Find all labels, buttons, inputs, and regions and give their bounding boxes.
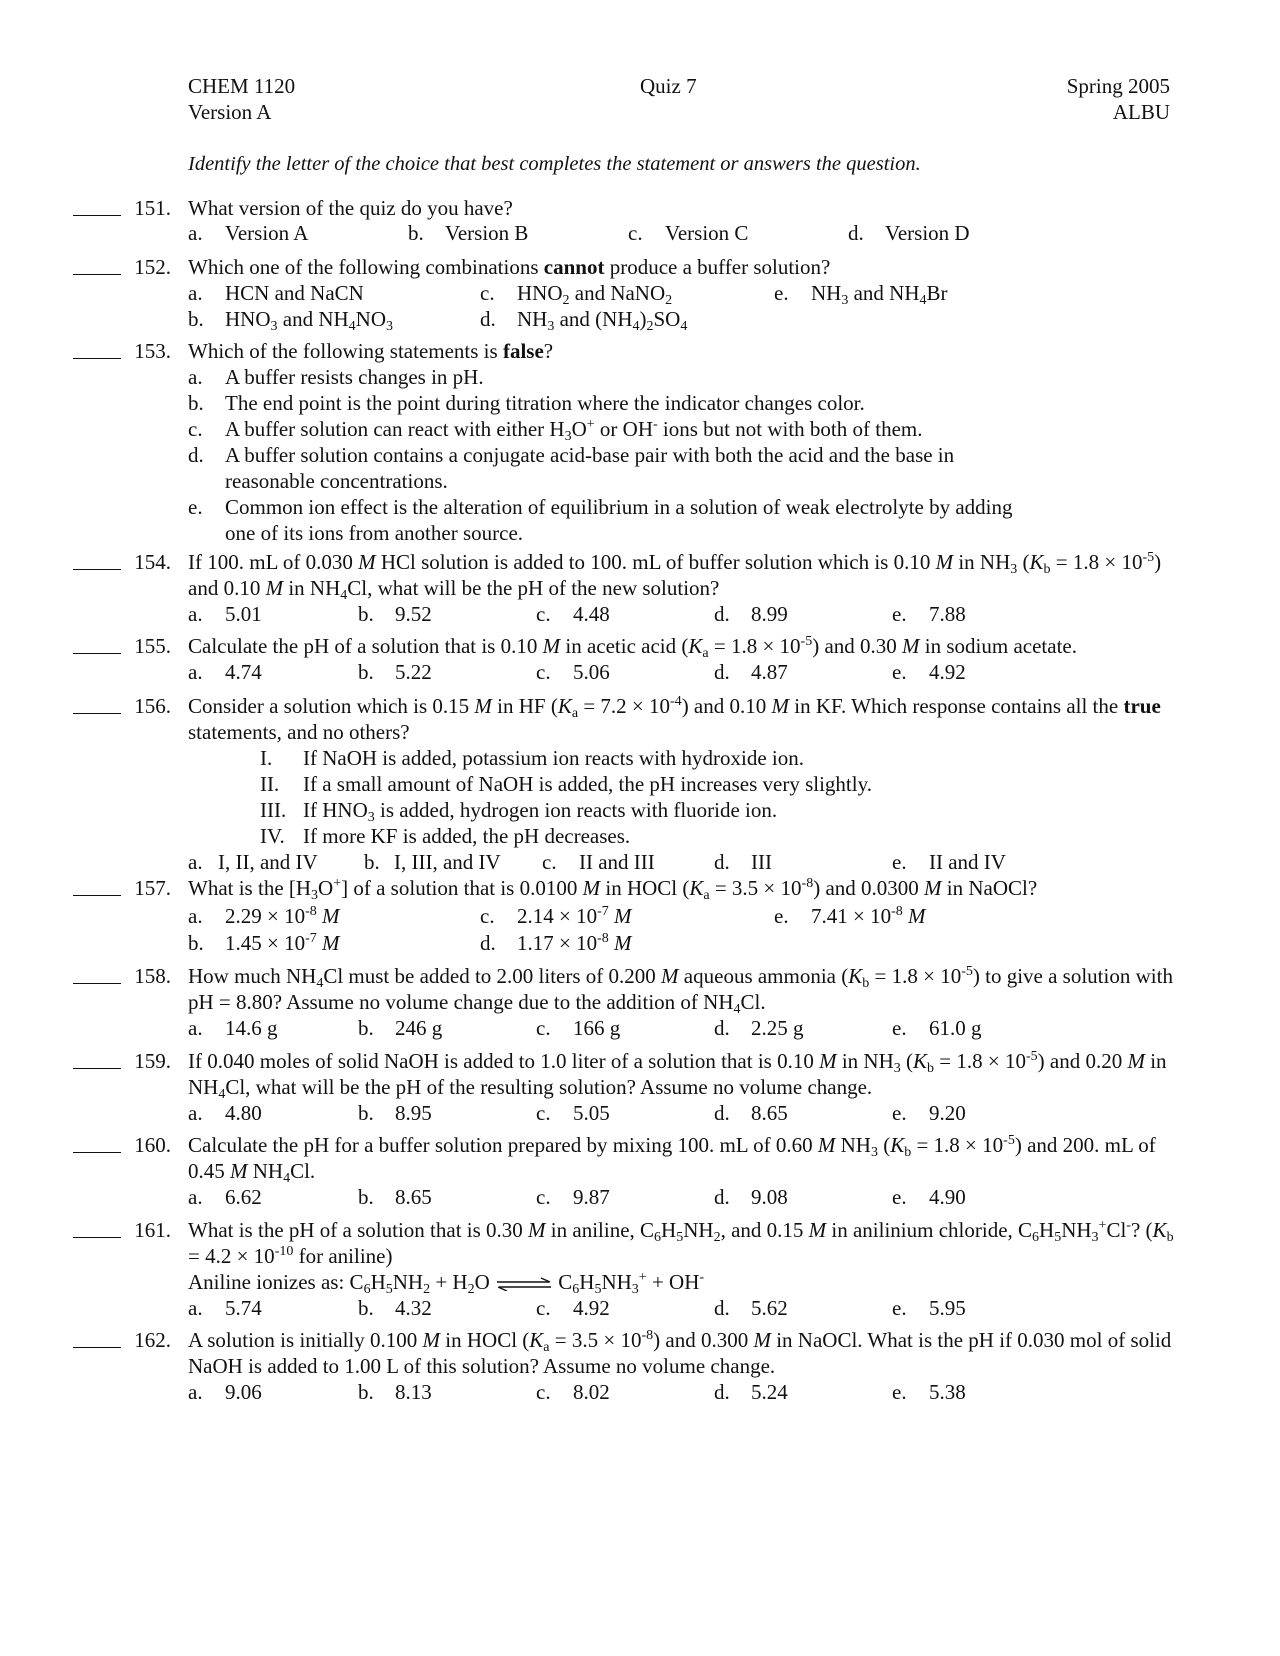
option-d: d. $1.17 \times 10^{-8}$ M xyxy=(480,931,632,955)
option-b: b. The end point is the point during titration where the indicator changes color. xyxy=(188,391,865,415)
question-number: 160. xyxy=(134,1133,171,1157)
option-d: d. 8.65 xyxy=(714,1101,788,1125)
question-number: 156. xyxy=(134,694,171,718)
question-stem: Calculate the pH of a solution that is 0.10 M in acetic acid $(K_a = 1.8 \times 10^{-5})$ and 0.30 M in sodium acetate. xyxy=(188,634,1077,661)
option-a: a. A buffer resists changes in pH. xyxy=(188,365,484,389)
option-b: b. 8.95 xyxy=(358,1101,432,1125)
option-a: a. 6.62 xyxy=(188,1185,262,1209)
option-e: e. 4.90 xyxy=(892,1185,966,1209)
option-c: c. 5.05 xyxy=(536,1101,610,1125)
option-e: e. 61.0 g xyxy=(892,1016,982,1040)
option-d: d. 5.62 xyxy=(714,1296,788,1320)
answer-blank[interactable] xyxy=(73,1327,121,1348)
question-stem: What version of the quiz do you have? xyxy=(188,196,513,220)
option-b: b. 246 g xyxy=(358,1016,443,1040)
option-c: c. 4.92 xyxy=(536,1296,610,1320)
instructions: Identify the letter of the choice that best completes the statement or answers the question. xyxy=(188,153,921,175)
option-e: e. 7.88 xyxy=(892,602,966,626)
question-stem: A solution is initially 0.100 M in HOCl $(K_a = 3.5 \times 10^{-8})$ and 0.300 M in NaOCl. What is the pH if 0.030 mol of solid NaOH is added to 1.00 L of this solution? Assume no volume change. xyxy=(188,1328,1172,1378)
statement-4: IV. If more KF is added, the pH decreases. xyxy=(260,824,631,848)
question-number: 162. xyxy=(134,1328,171,1352)
option-b: b. 8.13 xyxy=(358,1380,432,1404)
equilibrium-arrow-icon xyxy=(495,1277,553,1291)
question-number: 161. xyxy=(134,1218,171,1242)
option-a: a. 14.6 g xyxy=(188,1016,278,1040)
option-e: e. II and IV xyxy=(892,850,1006,874)
answer-blank[interactable] xyxy=(73,338,121,359)
question-number: 153. xyxy=(134,339,171,363)
option-d: d. III xyxy=(714,850,772,874)
question-number: 157. xyxy=(134,876,171,900)
option-e: e. 4.92 xyxy=(892,660,966,684)
option-e: e. $NH_3$ and $NH_4Br$ xyxy=(774,281,948,308)
option-a: a. $2.29 \times 10^{-8}$ M xyxy=(188,904,340,928)
answer-blank[interactable] xyxy=(73,633,121,654)
option-d: d. Version D xyxy=(848,221,970,245)
statement-3: III. If $HNO_3$ is added, hydrogen ion reacts with fluoride ion. xyxy=(260,798,778,825)
option-d: d. A buffer solution contains a conjugate acid-base pair with both the acid and the base in reasonable concentrations. xyxy=(188,443,955,493)
page-header xyxy=(188,73,1170,133)
option-b: b. $1.45 \times 10^{-7}$ M xyxy=(188,931,340,955)
question-stem: What is the pH of a solution that is 0.30 M in aniline, $C_6H_5NH_2$, and 0.15 M in anilinium chloride, $C_6H_5NH_3^+Cl^-$? ($K_b = 4.2 \times 10^{-10}$ for aniline) Aniline ionizes as: $C_6H_5NH_2 + H_2O$ $C_6H_5NH_3^+ + OH^-$ xyxy=(188,1218,1174,1297)
term: Spring 2005 xyxy=(1066,74,1170,98)
question-number: 154. xyxy=(134,550,171,574)
option-a: a. 9.06 xyxy=(188,1380,262,1404)
option-a: a. HCN and NaCN xyxy=(188,281,364,305)
option-a: a. 4.74 xyxy=(188,660,262,684)
option-b: b. 5.22 xyxy=(358,660,432,684)
option-d: d. 4.87 xyxy=(714,660,788,684)
answer-blank[interactable] xyxy=(73,1217,121,1238)
option-e: e. 5.95 xyxy=(892,1296,966,1320)
option-b: b. 4.32 xyxy=(358,1296,432,1320)
option-d: d. 9.08 xyxy=(714,1185,788,1209)
answer-blank[interactable] xyxy=(73,1132,121,1153)
question-stem: Which one of the following combinations cannot produce a buffer solution? xyxy=(188,255,831,279)
option-c: c. II and III xyxy=(542,850,655,874)
option-d: d. 5.24 xyxy=(714,1380,788,1404)
option-a: a. I, II, and IV xyxy=(188,850,318,874)
statement-2: II. If a small amount of NaOH is added, the pH increases very slightly. xyxy=(260,772,872,796)
answer-blank[interactable] xyxy=(73,875,121,896)
option-c: c. Version C xyxy=(628,221,749,245)
option-c: c. 8.02 xyxy=(536,1380,610,1404)
question-number: 155. xyxy=(134,634,171,658)
option-e: e. Common ion effect is the alteration of equilibrium in a solution of weak electrolyte by adding one of its ions from another source. xyxy=(188,495,1013,545)
option-d: d. 8.99 xyxy=(714,602,788,626)
option-a: a. Version A xyxy=(188,221,309,245)
option-d: d. 2.25 g xyxy=(714,1016,804,1040)
quiz-title: Quiz 7 xyxy=(640,74,697,98)
answer-blank[interactable] xyxy=(73,549,121,570)
option-e: e. 9.20 xyxy=(892,1101,966,1125)
answer-blank[interactable] xyxy=(73,195,121,216)
question-stem: Calculate the pH for a buffer solution prepared by mixing 100. mL of 0.60 M $NH_3$ $(K_b = 1.8 \times 10^{-5})$ and 200. mL of 0.45 M $NH_4Cl$. xyxy=(188,1133,1156,1186)
options-list xyxy=(188,364,1188,546)
option-c: c. 9.87 xyxy=(536,1185,610,1209)
option-a: a. 5.01 xyxy=(188,602,262,626)
option-b: b. I, III, and IV xyxy=(364,850,501,874)
option-c: c. 5.06 xyxy=(536,660,610,684)
option-e: e. $7.41 \times 10^{-8}$ M xyxy=(774,904,926,928)
statements-list xyxy=(260,745,1060,849)
option-c: c. $HNO_2$ and NaNO$_2$ xyxy=(480,281,673,308)
option-c: c. 166 g xyxy=(536,1016,621,1040)
answer-blank[interactable] xyxy=(73,254,121,275)
question-stem: What is the $[H_3O^+]$ of a solution that is 0.0100 M in HOCl $(K_a = 3.5 \times 10^{-8})$ and 0.0300 M in NaOCl? xyxy=(188,876,1038,903)
option-a: a. 5.74 xyxy=(188,1296,262,1320)
question-stem: Consider a solution which is 0.15 M in HF $(K_a = 7.2 \times 10^{-4})$ and 0.10 M in KF. Which response contains all the true statements, and no others? xyxy=(188,694,1161,744)
question-number: 159. xyxy=(134,1049,171,1073)
option-c: c. 4.48 xyxy=(536,602,610,626)
option-c: c. A buffer solution can react with either $H_3O^+$ or OH- ions but not with both of them. xyxy=(188,417,923,444)
question-stem: Which of the following statements is false? xyxy=(188,339,554,363)
option-a: a. 4.80 xyxy=(188,1101,262,1125)
option-c: c. $2.14 \times 10^{-7}$ M xyxy=(480,904,632,928)
option-d: d. $NH_3$ and $(NH_4)_2SO_4$ xyxy=(480,307,688,334)
answer-blank[interactable] xyxy=(73,693,121,714)
option-b: b. 8.65 xyxy=(358,1185,432,1209)
question-number: 152. xyxy=(134,255,171,279)
instructor: ALBU xyxy=(1112,100,1170,124)
course-code: CHEM 1120 xyxy=(188,74,296,98)
question-number: 158. xyxy=(134,964,171,988)
option-b: b. Version B xyxy=(408,221,529,245)
header-right xyxy=(1067,73,1170,125)
question-stem: If 0.040 moles of solid NaOH is added to 1.0 liter of a solution that is 0.10 M in $NH_3$ $(K_b = 1.8 \times 10^{-5})$ and 0.20 M in $NH_4Cl$, what will be the pH of the resulting solution? Assume no volume change. xyxy=(188,1049,1167,1102)
option-e: e. 5.38 xyxy=(892,1380,966,1404)
answer-blank[interactable] xyxy=(73,1048,121,1069)
option-b: b. 9.52 xyxy=(358,602,432,626)
answer-blank[interactable] xyxy=(73,963,121,984)
question-stem: How much $NH_4Cl$ must be added to 2.00 liters of 0.200 M aqueous ammonia $(K_b = 1.8 \times 10^{-5})$ to give a solution with pH = 8.80? Assume no volume change due to the addition of $NH_4Cl$. xyxy=(188,964,1173,1017)
quiz-version: Version A xyxy=(188,100,272,124)
question-number: 151. xyxy=(134,196,171,220)
question-stem: If 100. mL of 0.030 M HCl solution is added to 100. mL of buffer solution which is 0.10 M in $NH_3$ $(K_b = 1.8 \times 10^{-5})$ and 0.10 M in $NH_4Cl$, what will be the pH of the new solution? xyxy=(188,550,1162,603)
option-b: b. $HNO_3$ and $NH_4NO_3$ xyxy=(188,307,393,334)
statement-1: I. If NaOH is added, potassium ion reacts with hydroxide ion. xyxy=(260,746,804,770)
equation: Aniline ionizes as: $C_6H_5NH_2 + H_2O$ $C_6H_5NH_3^+ + OH^-$ xyxy=(188,1270,705,1297)
header-left xyxy=(188,73,295,125)
